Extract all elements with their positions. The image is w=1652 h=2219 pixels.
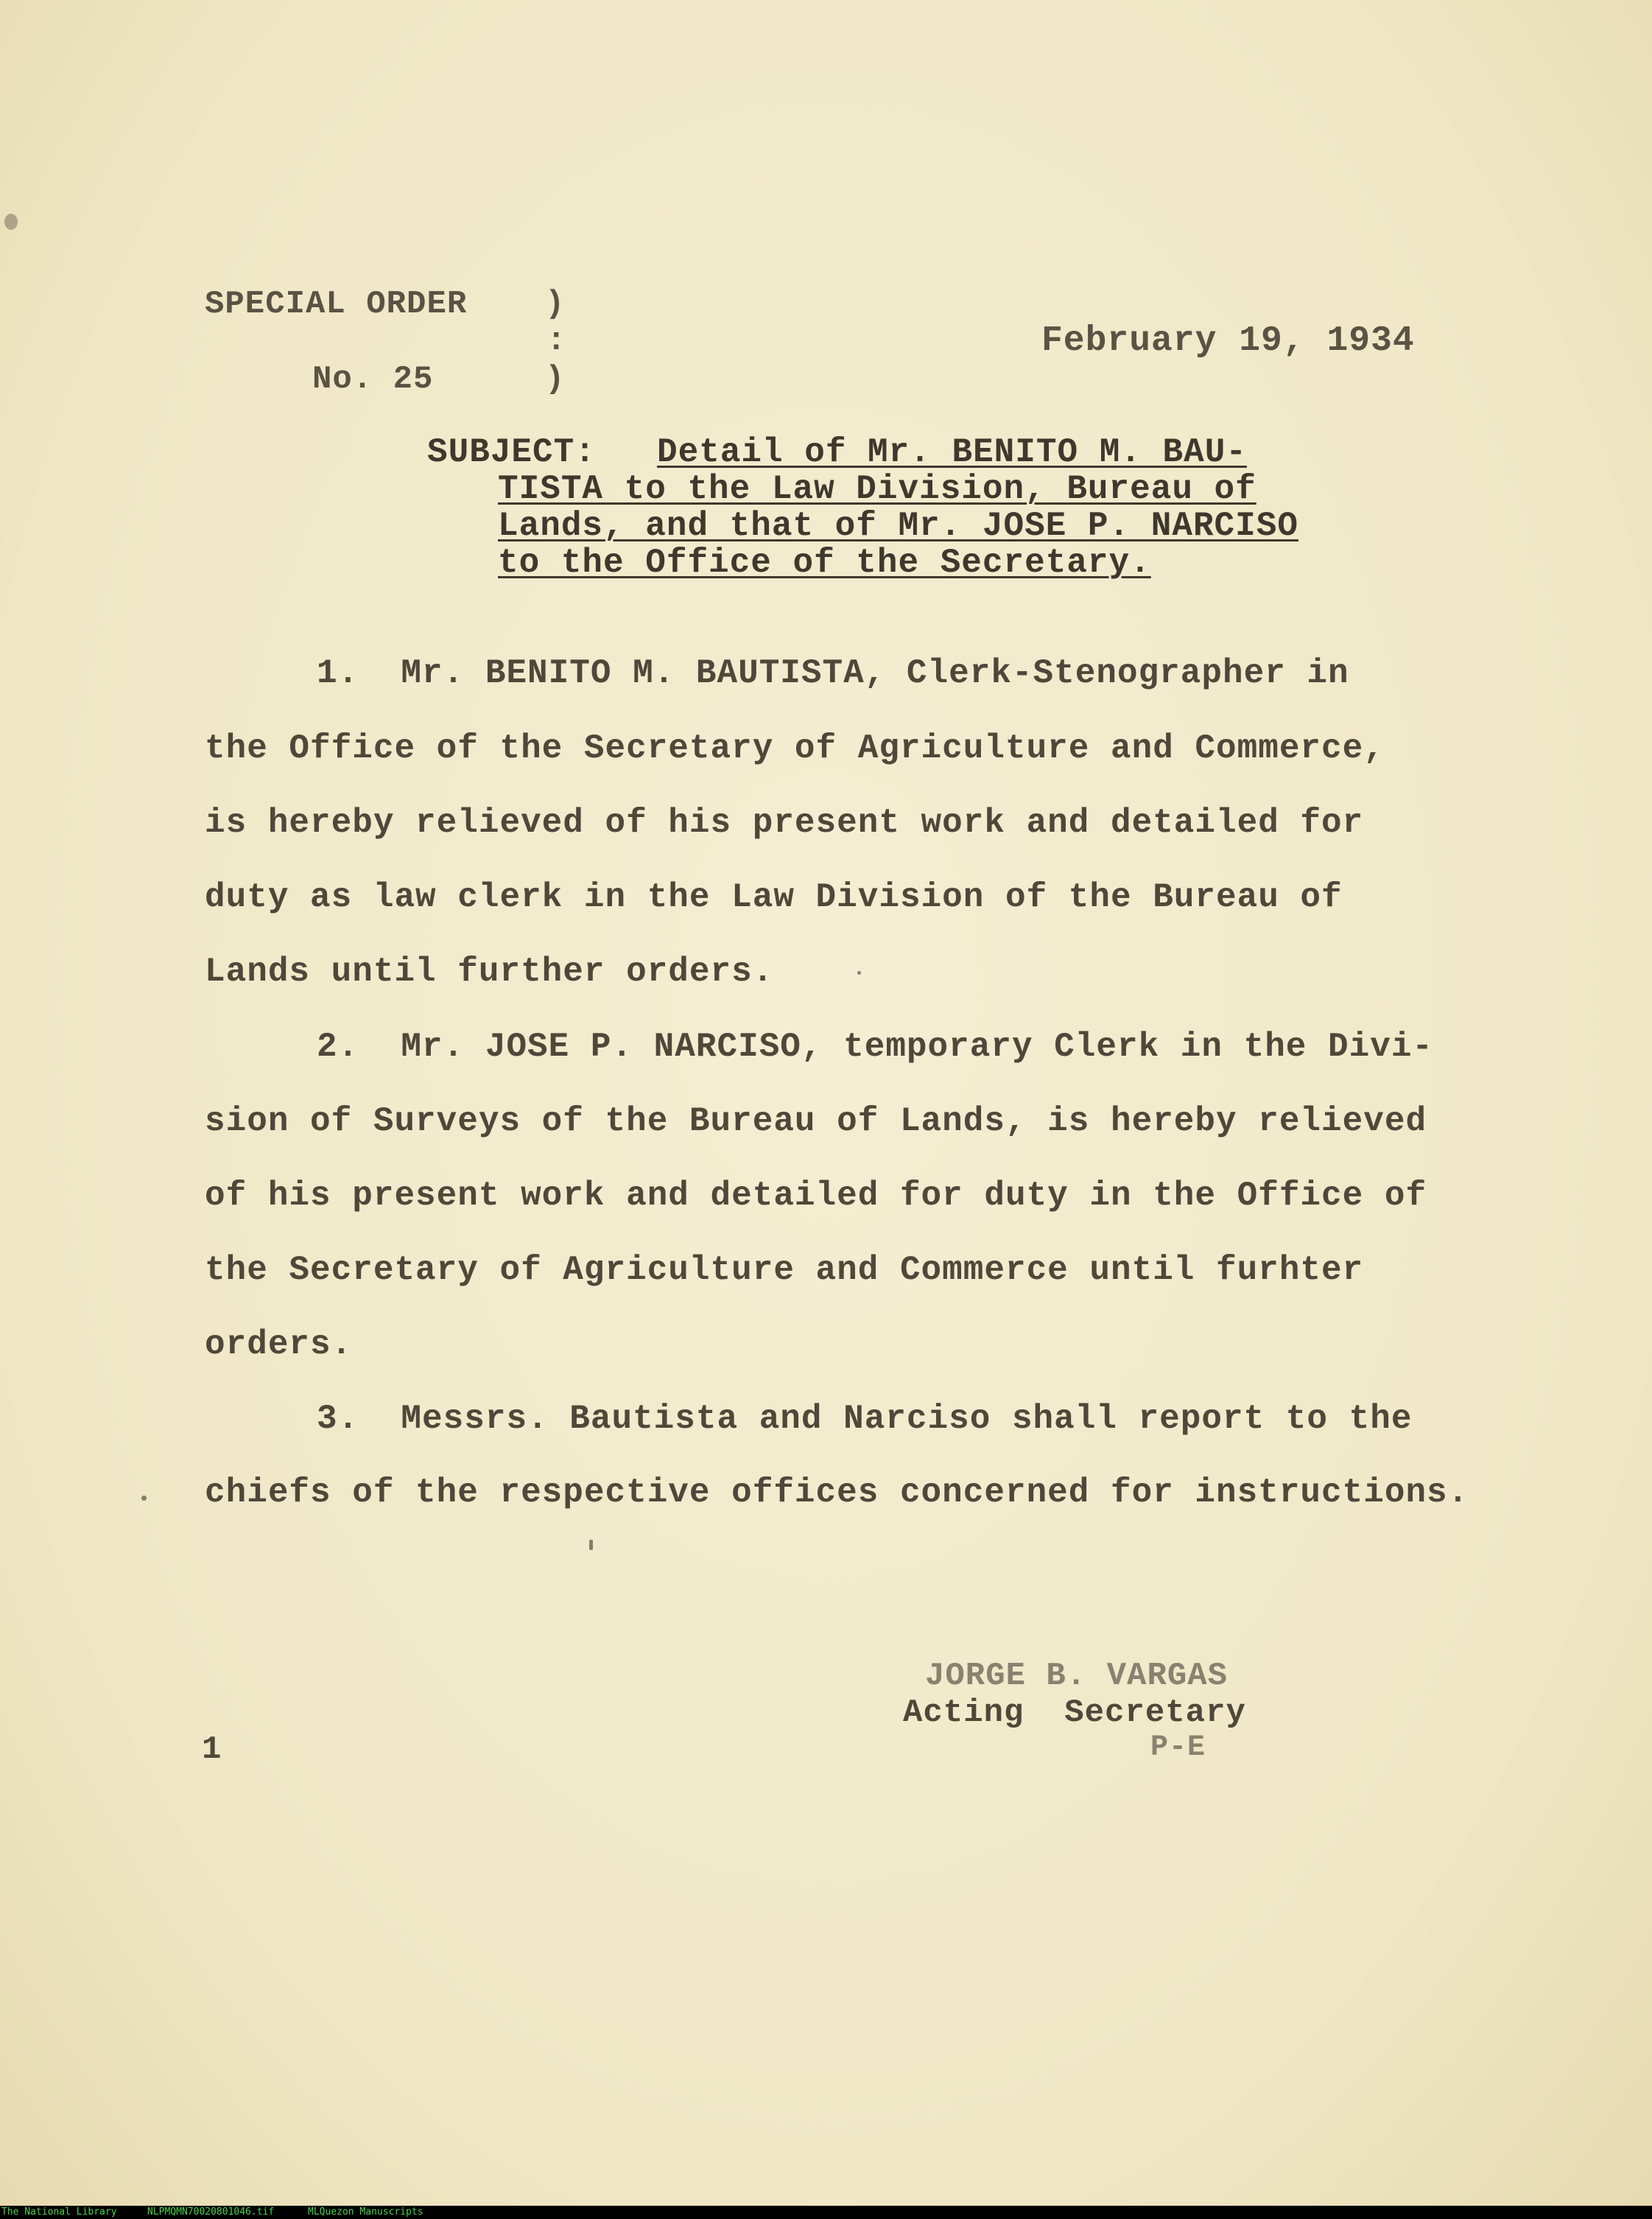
signatory-title: Acting Secretary [903, 1694, 1246, 1731]
paper-speck [141, 1496, 147, 1501]
para2-line-1: 2. Mr. JOSE P. NARCISO, temporary Clerk in the Divi- [317, 1028, 1434, 1066]
subject-line-1: Detail of Mr. BENITO M. BAU- [657, 433, 1247, 472]
para2-line-2: sion of Surveys of the Bureau of Lands, is hereby relieved [205, 1102, 1427, 1140]
para1-line-1: 1. Mr. BENITO M. BAUTISTA, Clerk-Stenographer in [317, 654, 1349, 693]
order-number: No. 25 [312, 361, 434, 398]
subject-label: SUBJECT: [427, 433, 596, 472]
archive-footer-bar [0, 2206, 1652, 2219]
para1-line-4: duty as law clerk in the Law Division of the Bureau of [205, 878, 1343, 916]
special-order-label: SPECIAL ORDER [205, 286, 468, 323]
para1-line-5: Lands until further orders. [205, 953, 774, 991]
para3-line-2: chiefs of the respective offices concerned for instructions. [205, 1473, 1469, 1512]
para1-line-3: is hereby relieved of his present work and detailed for [205, 804, 1364, 842]
paper-speck [589, 1540, 593, 1550]
bracket-mid: : [546, 323, 567, 360]
para2-line-4: the Secretary of Agriculture and Commerce until furhter [205, 1251, 1364, 1289]
para2-line-5: orders. [205, 1325, 353, 1364]
para1-line-2: the Office of the Secretary of Agriculture and Commerce, [205, 729, 1385, 768]
footer-collection: MLQuezon Manuscripts [308, 2206, 423, 2218]
footer-library: The National Library [1, 2206, 117, 2218]
bracket-top: ) [545, 286, 566, 323]
para2-line-3: of his present work and detailed for duty in the Office of [205, 1177, 1427, 1215]
para3-line-1: 3. Messrs. Bautista and Narciso shall report to the [317, 1400, 1413, 1438]
footer-file: NLPMQMN70020801046.tif [147, 2206, 275, 2218]
subject-line-3: Lands, and that of Mr. JOSE P. NARCISO [498, 507, 1298, 545]
bracket-bottom: ) [545, 361, 566, 398]
subject-line-2: TISTA to the Law Division, Bureau of [498, 470, 1256, 508]
typist-initials: P-E [1150, 1731, 1206, 1764]
paper-mark [4, 214, 18, 230]
subject-line-4: to the Office of the Secretary. [498, 544, 1151, 582]
signatory-name: JORGE B. VARGAS [925, 1658, 1229, 1694]
paper-speck [857, 971, 861, 975]
page-number: 1 [202, 1731, 222, 1768]
document-date: February 19, 1934 [1041, 321, 1415, 361]
